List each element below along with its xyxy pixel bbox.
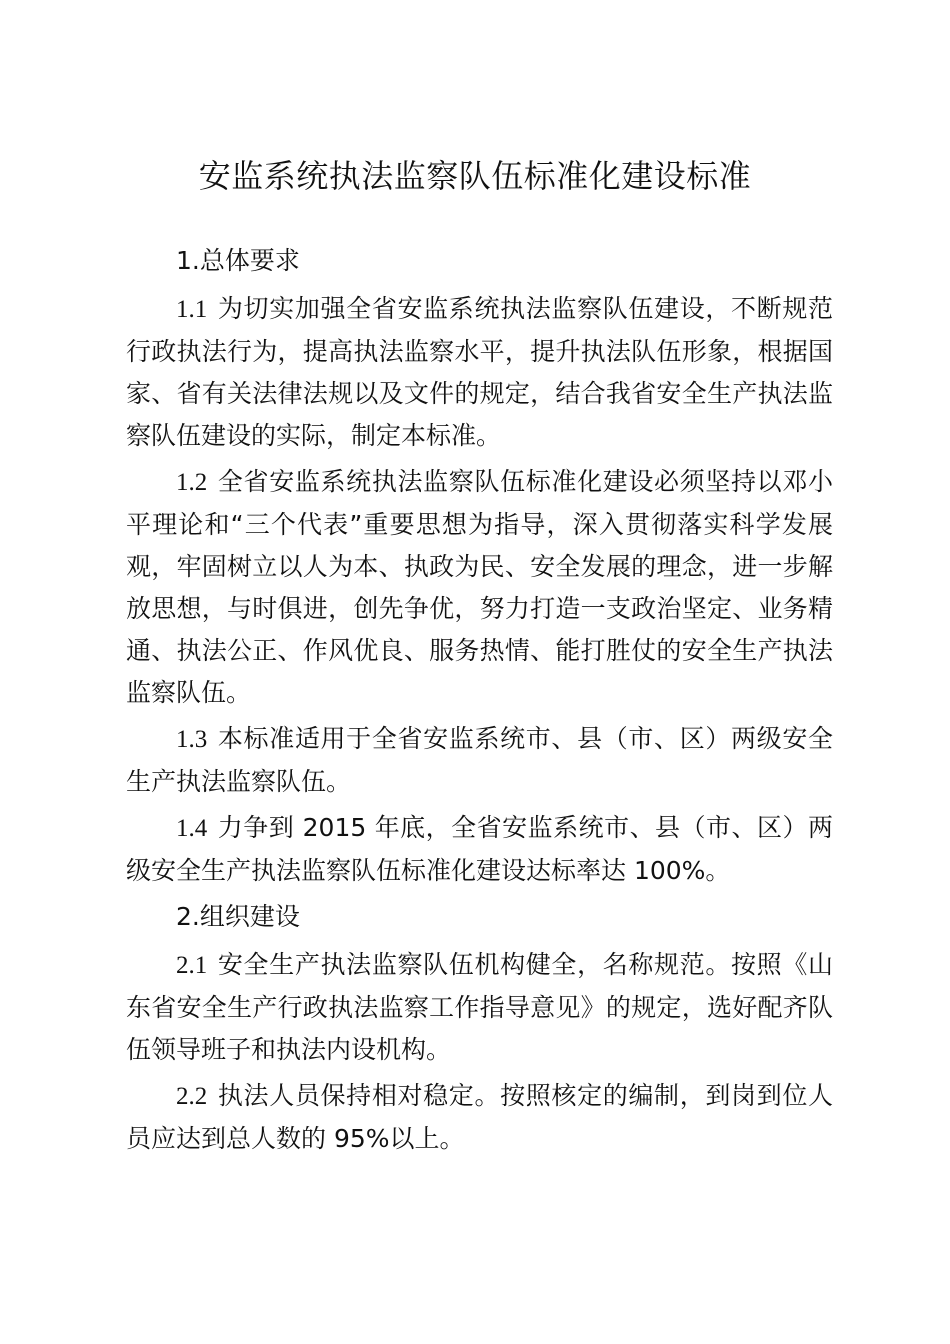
clause-number: 1.2 <box>176 469 208 496</box>
clause-number: 1.4 <box>176 815 208 842</box>
clause-number: 1.3 <box>176 726 208 753</box>
section-heading: 2.组织建设 <box>176 902 300 931</box>
section-general-requirements <box>126 240 833 892</box>
clause-text: 本标准适用于全省安监系统市、县（市、区）两级安全生产执法监察队伍。 <box>126 724 833 796</box>
clause-1-2 <box>126 461 833 714</box>
document-title: 安监系统执法监察队伍标准化建设标准 <box>198 157 752 195</box>
clause-1-3 <box>126 718 833 803</box>
clause-text: 全省安监系统执法监察队伍标准化建设必须坚持以邓小平理论和“三个代表”重要思想为指导，深入贯彻落实科学发展观，牢固树立以人为本、执政为民、安全发展的理念，进一步解放思想，与时俱进，创先争优，努力打造一支政治坚定、业务精通、执法公正、作风优良、服务热情、能打胜仗的安全生产执法监察队伍。 <box>126 467 833 707</box>
clause-text: 安全生产执法监察队伍机构健全，名称规范。按照《山东省安全生产行政执法监察工作指导意见》的规定，选好配齐队伍领导班子和执法内设机构。 <box>126 950 833 1064</box>
clause-1-4 <box>126 807 833 892</box>
clause-2-1 <box>126 944 833 1071</box>
clause-number: 2.1 <box>176 952 208 979</box>
clause-text: 执法人员保持相对稳定。按照核定的编制，到岗到位人员应达到总人数的 95%以上。 <box>126 1081 833 1153</box>
document-body <box>126 240 833 1164</box>
clause-number: 2.2 <box>176 1083 208 1110</box>
section-heading: 1.总体要求 <box>176 246 300 275</box>
clause-text: 力争到 2015 年底，全省安监系统市、县（市、区）两级安全生产执法监察队伍标准化建设达标率达 100%。 <box>126 813 833 885</box>
clause-1-1 <box>126 288 833 457</box>
section-organization-building <box>126 896 833 1160</box>
clause-number: 1.1 <box>176 296 208 323</box>
clause-text: 为切实加强全省安监系统执法监察队伍建设，不断规范行政执法行为，提高执法监察水平，提升执法队伍形象，根据国家、省有关法律法规以及文件的规定，结合我省安全生产执法监察队伍建设的实际，制定本标准。 <box>126 294 833 450</box>
clause-2-2 <box>126 1075 833 1160</box>
